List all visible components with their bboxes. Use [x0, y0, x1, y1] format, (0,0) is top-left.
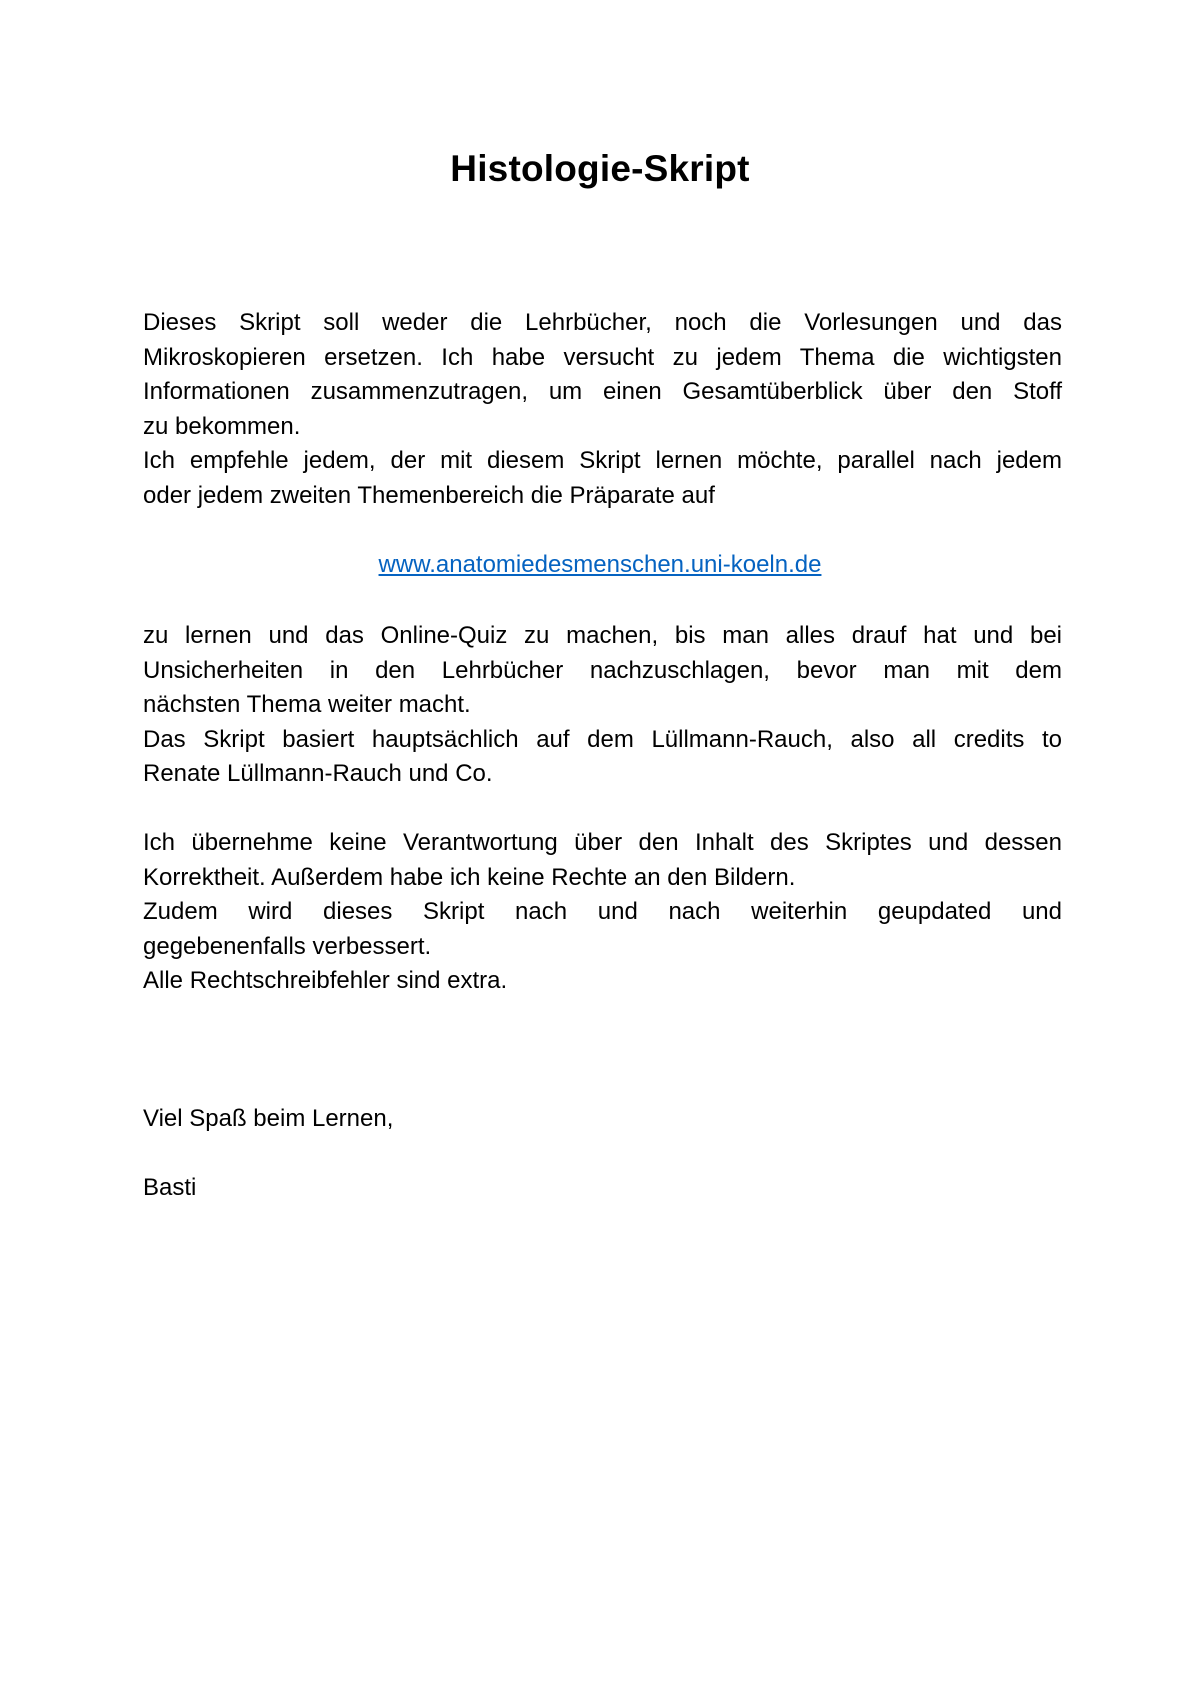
website-link-line: [0, 551, 1200, 579]
intro-line-3: Informationen zusammenzutragen, um einen Gesamtüberblick über den Stoff: [143, 378, 1062, 405]
disclaimer-paragraph: [143, 826, 1062, 999]
website-link[interactable]: www.anatomiedesmenschen.uni-koeln.de: [378, 551, 822, 578]
intro-line-2: Mikroskopieren ersetzen. Ich habe versucht zu jedem Thema die wichtigsten: [143, 343, 1062, 371]
after-link-paragraph: [143, 619, 1062, 792]
after-link-line-4: Das Skript basiert hauptsächlich auf dem Lüllmann-Rauch, also all credits to: [143, 725, 1062, 753]
intro-paragraph: [143, 306, 1062, 513]
document-title: Histologie-Skript: [450, 148, 750, 189]
intro-line-1: Dieses Skript soll weder die Lehrbücher, noch die Vorlesungen und das: [143, 309, 1062, 336]
disclaimer-line-5: Alle Rechtschreibfehler sind extra.: [143, 967, 508, 994]
after-link-line-2: Unsicherheiten in den Lehrbücher nachzuschlagen, bevor man mit dem: [143, 656, 1062, 684]
disclaimer-line-3: Zudem wird dieses Skript nach und nach weiterhin geupdated und: [143, 898, 1062, 925]
after-link-line-5: Renate Lüllmann-Rauch und Co.: [143, 760, 493, 787]
disclaimer-line-1: Ich übernehme keine Verantwortung über den Inhalt des Skriptes und dessen: [143, 829, 1062, 856]
disclaimer-line-2: Korrektheit. Außerdem habe ich keine Rechte an den Bildern.: [143, 863, 796, 891]
signature: Basti: [143, 1174, 197, 1201]
intro-line-6: oder jedem zweiten Themenbereich die Präparate auf: [143, 481, 715, 509]
after-link-line-1: zu lernen und das Online-Quiz zu machen, bis man alles drauf hat und bei: [143, 622, 1062, 649]
disclaimer-line-4: gegebenenfalls verbessert.: [143, 932, 432, 960]
intro-line-5: Ich empfehle jedem, der mit diesem Skript lernen möchte, parallel nach jedem: [143, 447, 1062, 474]
closing-line: Viel Spaß beim Lernen,: [143, 1105, 394, 1132]
intro-line-4: zu bekommen.: [143, 412, 301, 440]
after-link-line-3: nächsten Thema weiter macht.: [143, 691, 471, 718]
